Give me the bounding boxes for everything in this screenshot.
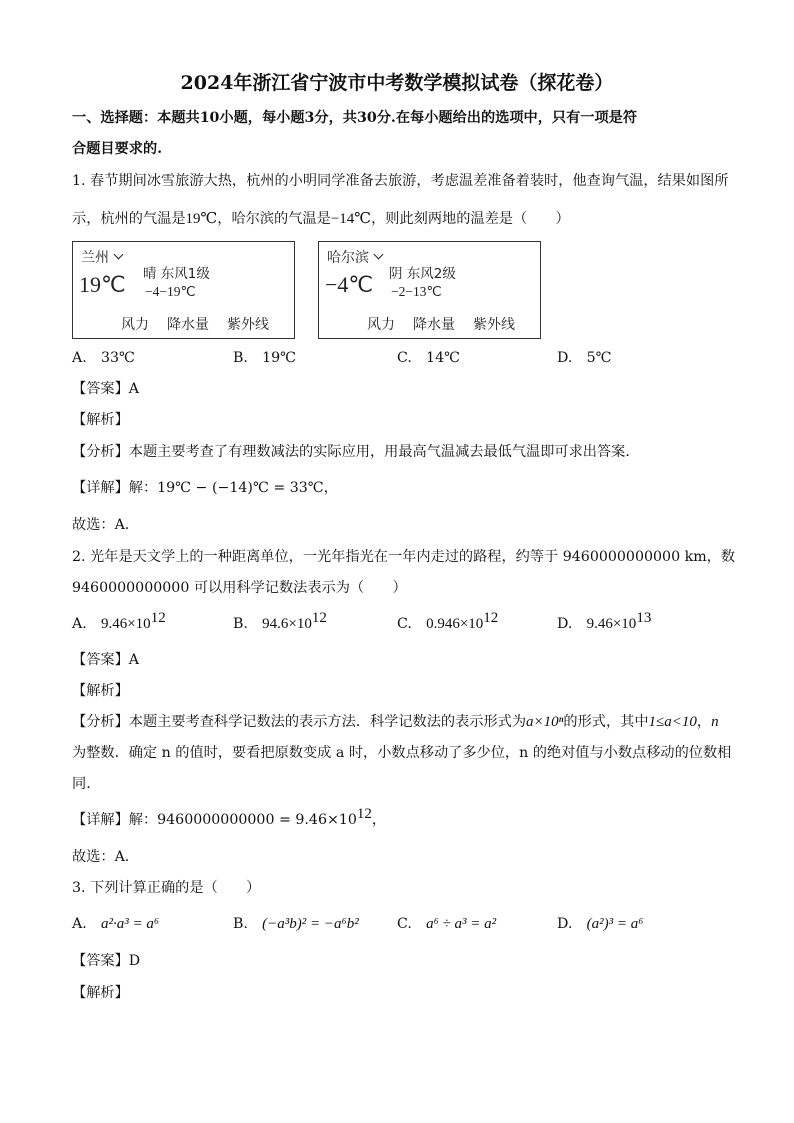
q3-answer: 【答案】D [72, 953, 141, 969]
tab-wind: 风力 [367, 317, 395, 333]
section-heading-line1: 一、选择题：本题共10小题，每小题3分，共30分.在每小题给出的选项中，只有一项是符 [72, 110, 638, 126]
city-select-harbin: 哈尔滨 [327, 247, 382, 267]
q3-option-d: D. (a²)³ = a⁶ [557, 916, 644, 932]
q1-option-a: A. 33℃ [72, 350, 135, 366]
section-heading-line2: 合题目要求的. [72, 141, 163, 157]
q3-jiexi: 【解析】 [72, 985, 129, 1001]
q2-detail: 【详解】解：$9460000000000 = 9.46\times 10^{12}$， [72, 806, 387, 828]
current-temp: 19℃ [79, 272, 126, 297]
q3-option-c: C. a⁶ ÷ a³ = a² [397, 916, 497, 932]
chevron-down-icon [374, 250, 384, 260]
q1-option-c: C. 14℃ [397, 350, 460, 366]
q1-detail: 【详解】解：19℃ − (−14)℃ = 33℃， [72, 480, 338, 496]
tab-wind: 风力 [121, 317, 149, 333]
q2-option-c: C. $0.946\times 10^{12}$ [397, 610, 499, 632]
q2-analysis-line2: 为整数．确定 n 的值时，要看把原数变成 a 时，小数点移动了多少位，n 的绝对值与小数点移动的位数相 [72, 745, 732, 761]
tab-precipitation: 降水量 [413, 317, 455, 333]
city-select-lanzhou: 兰州 [81, 247, 122, 267]
tab-uv: 紫外线 [227, 317, 269, 333]
weather-card-lanzhou [72, 241, 295, 339]
temp-range: −2−13℃ [391, 284, 442, 299]
q2-stem-line2: 9460000000000 可以用科学记数法表示为（ ） [72, 580, 407, 596]
q2-stem-line1: 2. 光年是天文学上的一种距离单位，一光年指光在一年内走过的路程，约等于 9460000000000 km，数 [72, 549, 736, 565]
q2-option-a: A. $9.46\times 10^{12}$ [72, 610, 166, 632]
page-title: 2024年浙江省宁波市中考数学模拟试卷（探花卷） [180, 72, 614, 94]
weather-card-harbin [318, 241, 541, 339]
temp-range: −4−19℃ [145, 284, 196, 299]
q3-option-b: B. (−a³b)² = −a⁶b² [233, 916, 359, 932]
q1-jiexi: 【解析】 [72, 412, 129, 428]
weather-desc: 晴 东风1级 [143, 266, 210, 282]
q2-analysis-line3: 同． [72, 776, 101, 792]
q2-choose: 故选：A． [72, 849, 139, 865]
q1-answer: 【答案】A [72, 381, 139, 397]
q2-jiexi: 【解析】 [72, 683, 129, 699]
q1-stem-line1: 1. 春节期间冰雪旅游大热，杭州的小明同学准备去旅游，考虑温差准备着装时，他查询气温，结果如图所 [72, 173, 729, 189]
q3-stem: 3. 下列计算正确的是（ ） [72, 880, 261, 896]
q2-answer: 【答案】A [72, 652, 139, 668]
q2-analysis-line1: 【分析】本题主要考查科学记数法的表示方法．科学记数法的表示形式为a×10ⁿ的形式，其中1≤a<10，n [72, 714, 719, 730]
q1-analysis: 【分析】本题主要考查了有理数减法的实际应用，用最高气温减去最低气温即可求出答案． [72, 444, 640, 460]
chevron-down-icon [114, 250, 124, 260]
q2-option-d: D. $9.46\times 10^{13}$ [557, 610, 652, 632]
q1-stem-line2: 示，杭州的气温是19℃，哈尔滨的气温是−14℃，则此刻两地的温差是（ ） [72, 211, 570, 227]
q3-option-a: A. a²·a³ = a⁶ [72, 916, 160, 932]
current-temp: −4℃ [325, 272, 374, 297]
weather-desc: 阴 东风2级 [389, 266, 456, 282]
q1-choose: 故选：A． [72, 517, 139, 533]
q1-option-d: D. 5℃ [557, 350, 612, 366]
q1-option-b: B. 19℃ [233, 350, 297, 366]
tab-uv: 紫外线 [473, 317, 515, 333]
tab-precipitation: 降水量 [167, 317, 209, 333]
q2-option-b: B. $94.6\times 10^{12}$ [233, 610, 327, 632]
